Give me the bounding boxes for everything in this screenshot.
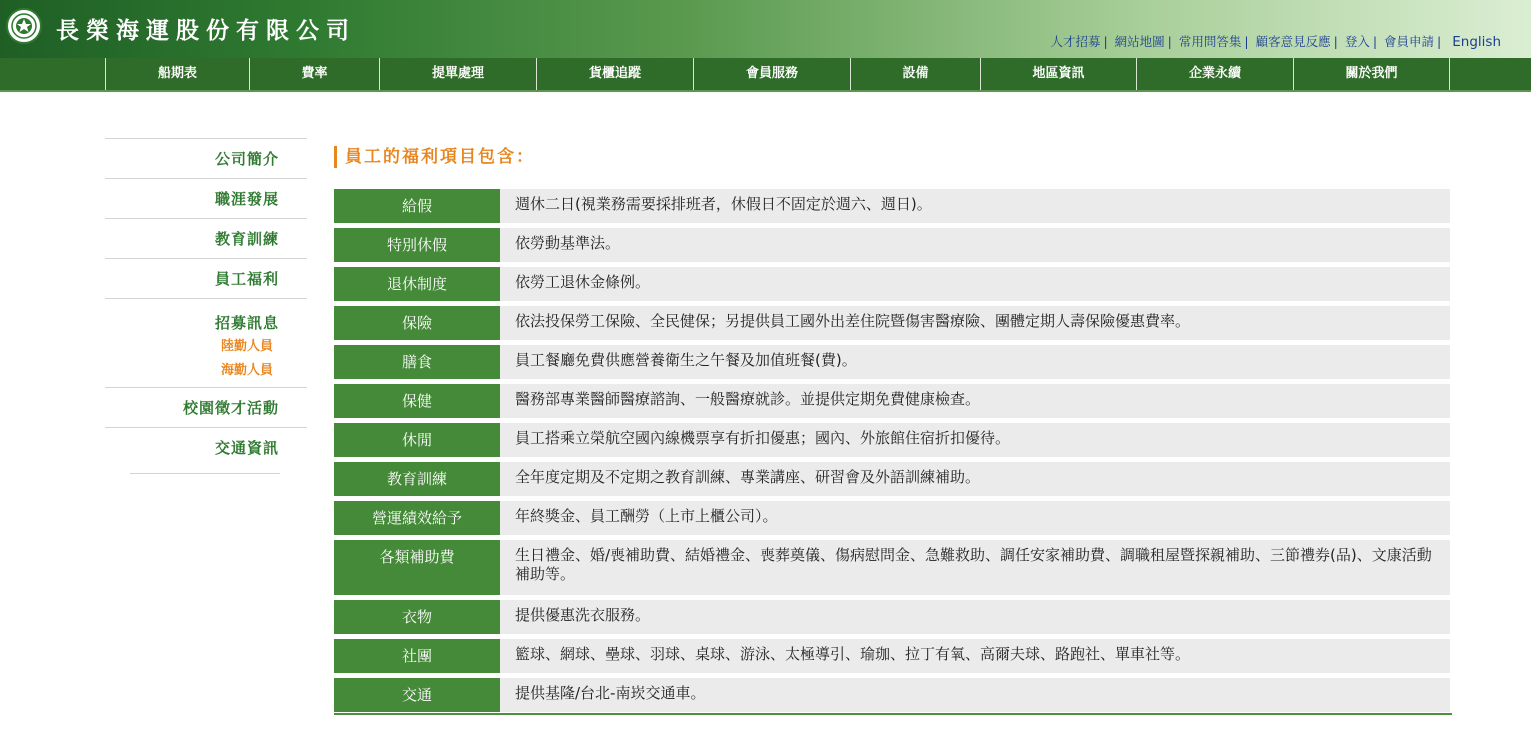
row-value: 籃球、網球、壘球、羽球、桌球、游泳、太極導引、瑜珈、拉丁有氧、高爾夫球、路跑社、單車社等。 [500,639,1450,673]
sidebar-item-campus-recruit[interactable]: 校園徵才活動 [105,387,307,427]
main-nav [0,58,1531,92]
table-row [334,189,1450,223]
sidebar-subitem-sea-staff[interactable]: 海勤人員 [220,363,273,378]
row-value: 醫務部專業醫師醫療諮詢、一般醫療就診。並提供定期免費健康檢查。 [500,384,1450,418]
sidebar-group-recruit [105,298,307,387]
top-link-english[interactable]: English [1452,34,1501,50]
sidebar-item-training[interactable]: 教育訓練 [105,218,307,258]
table-row [334,600,1450,634]
row-value: 年終獎金、員工酬勞（上市上櫃公司）。 [500,501,1450,535]
benefits-table [334,189,1450,717]
table-row [334,423,1450,457]
table-row [334,306,1450,340]
evergreen-logo-icon[interactable] [6,8,42,44]
top-link-login[interactable]: 登入 [1344,34,1370,49]
top-link-feedback[interactable]: 顧客意見反應 [1255,34,1331,49]
row-value: 依勞動基準法。 [500,228,1450,262]
sidebar-item-benefits[interactable]: 員工福利 [105,258,307,298]
sidebar-subitem-shore-staff[interactable]: 陸勤人員 [220,339,273,354]
row-value: 依法投保勞工保險、全民健保；另提供員工國外出差住院暨傷害醫療險、團體定期人壽保險優惠費率。 [500,306,1450,340]
row-label: 交通 [334,678,500,712]
sidebar-item-recruit[interactable]: 招募訊息 [214,314,279,332]
site-header [0,0,1531,58]
row-label: 特別休假 [334,228,500,262]
table-row [334,462,1450,496]
row-label: 營運績效給予 [334,501,500,535]
table-row [334,267,1450,301]
row-value: 生日禮金、婚/喪補助費、結婚禮金、喪葬奠儀、傷病慰問金、急難救助、調任安家補助費、調職租屋暨探親補助、三節禮券(品)、文康活動補助等。 [500,540,1450,595]
table-row [334,345,1450,379]
row-label: 衣物 [334,600,500,634]
sidebar-divider [130,473,280,474]
table-row [334,228,1450,262]
row-label: 保險 [334,306,500,340]
table-row [334,540,1450,595]
row-label: 退休制度 [334,267,500,301]
top-link-sitemap[interactable]: 網站地圖 [1114,34,1165,49]
nav-item-rates[interactable]: 費率 [249,58,379,90]
nav-item-member-services[interactable]: 會員服務 [693,58,850,90]
top-link-faq[interactable]: 常用問答集 [1178,34,1242,49]
row-label: 保健 [334,384,500,418]
table-row [334,384,1450,418]
sidebar-item-transport[interactable]: 交通資訊 [105,427,307,467]
top-links: 人才招募 | 網站地圖 | 常用問答集 | 顧客意見反應 | 登入 | 會員申請 | English [1050,34,1501,50]
row-label: 各類補助費 [334,540,500,595]
nav-item-tracking[interactable]: 貨櫃追蹤 [536,58,693,90]
row-value: 週休二日(視業務需要採排班者，休假日不固定於週六、週日)。 [500,189,1450,223]
row-value: 提供優惠洗衣服務。 [500,600,1450,634]
row-label: 教育訓練 [334,462,500,496]
table-bottom-divider [334,713,1452,715]
table-row [334,501,1450,535]
nav-item-regional-info[interactable]: 地區資訊 [980,58,1136,90]
sidebar-item-company-intro[interactable]: 公司簡介 [105,138,307,178]
nav-item-sustainability[interactable]: 企業永續 [1136,58,1293,90]
nav-item-about[interactable]: 關於我們 [1293,58,1449,90]
row-label: 休閒 [334,423,500,457]
sidebar-item-career[interactable]: 職涯發展 [105,178,307,218]
row-value: 提供基隆/台北-南崁交通車。 [500,678,1450,712]
top-link-register[interactable]: 會員申請 [1384,34,1435,49]
nav-item-bl[interactable]: 提單處理 [379,58,536,90]
nav-divider [1449,58,1450,90]
row-value: 全年度定期及不定期之教育訓練、專業講座、研習會及外語訓練補助。 [500,462,1450,496]
company-name: 長榮海運股份有限公司 [56,18,356,44]
table-row [334,678,1450,712]
row-label: 給假 [334,189,500,223]
nav-item-equipment[interactable]: 設備 [850,58,980,90]
row-value: 依勞工退休金條例。 [500,267,1450,301]
table-row [334,639,1450,673]
row-value: 員工搭乘立榮航空國內線機票享有折扣優惠；國內、外旅館住宿折扣優待。 [500,423,1450,457]
sidebar [105,138,307,467]
row-value: 員工餐廳免費供應營養衛生之午餐及加值班餐(費)。 [500,345,1450,379]
row-label: 膳食 [334,345,500,379]
nav-item-schedule[interactable]: 船期表 [105,58,249,90]
top-link-careers[interactable]: 人才招募 [1050,34,1101,49]
row-label: 社團 [334,639,500,673]
page-title: 員工的福利項目包含： [334,146,535,168]
